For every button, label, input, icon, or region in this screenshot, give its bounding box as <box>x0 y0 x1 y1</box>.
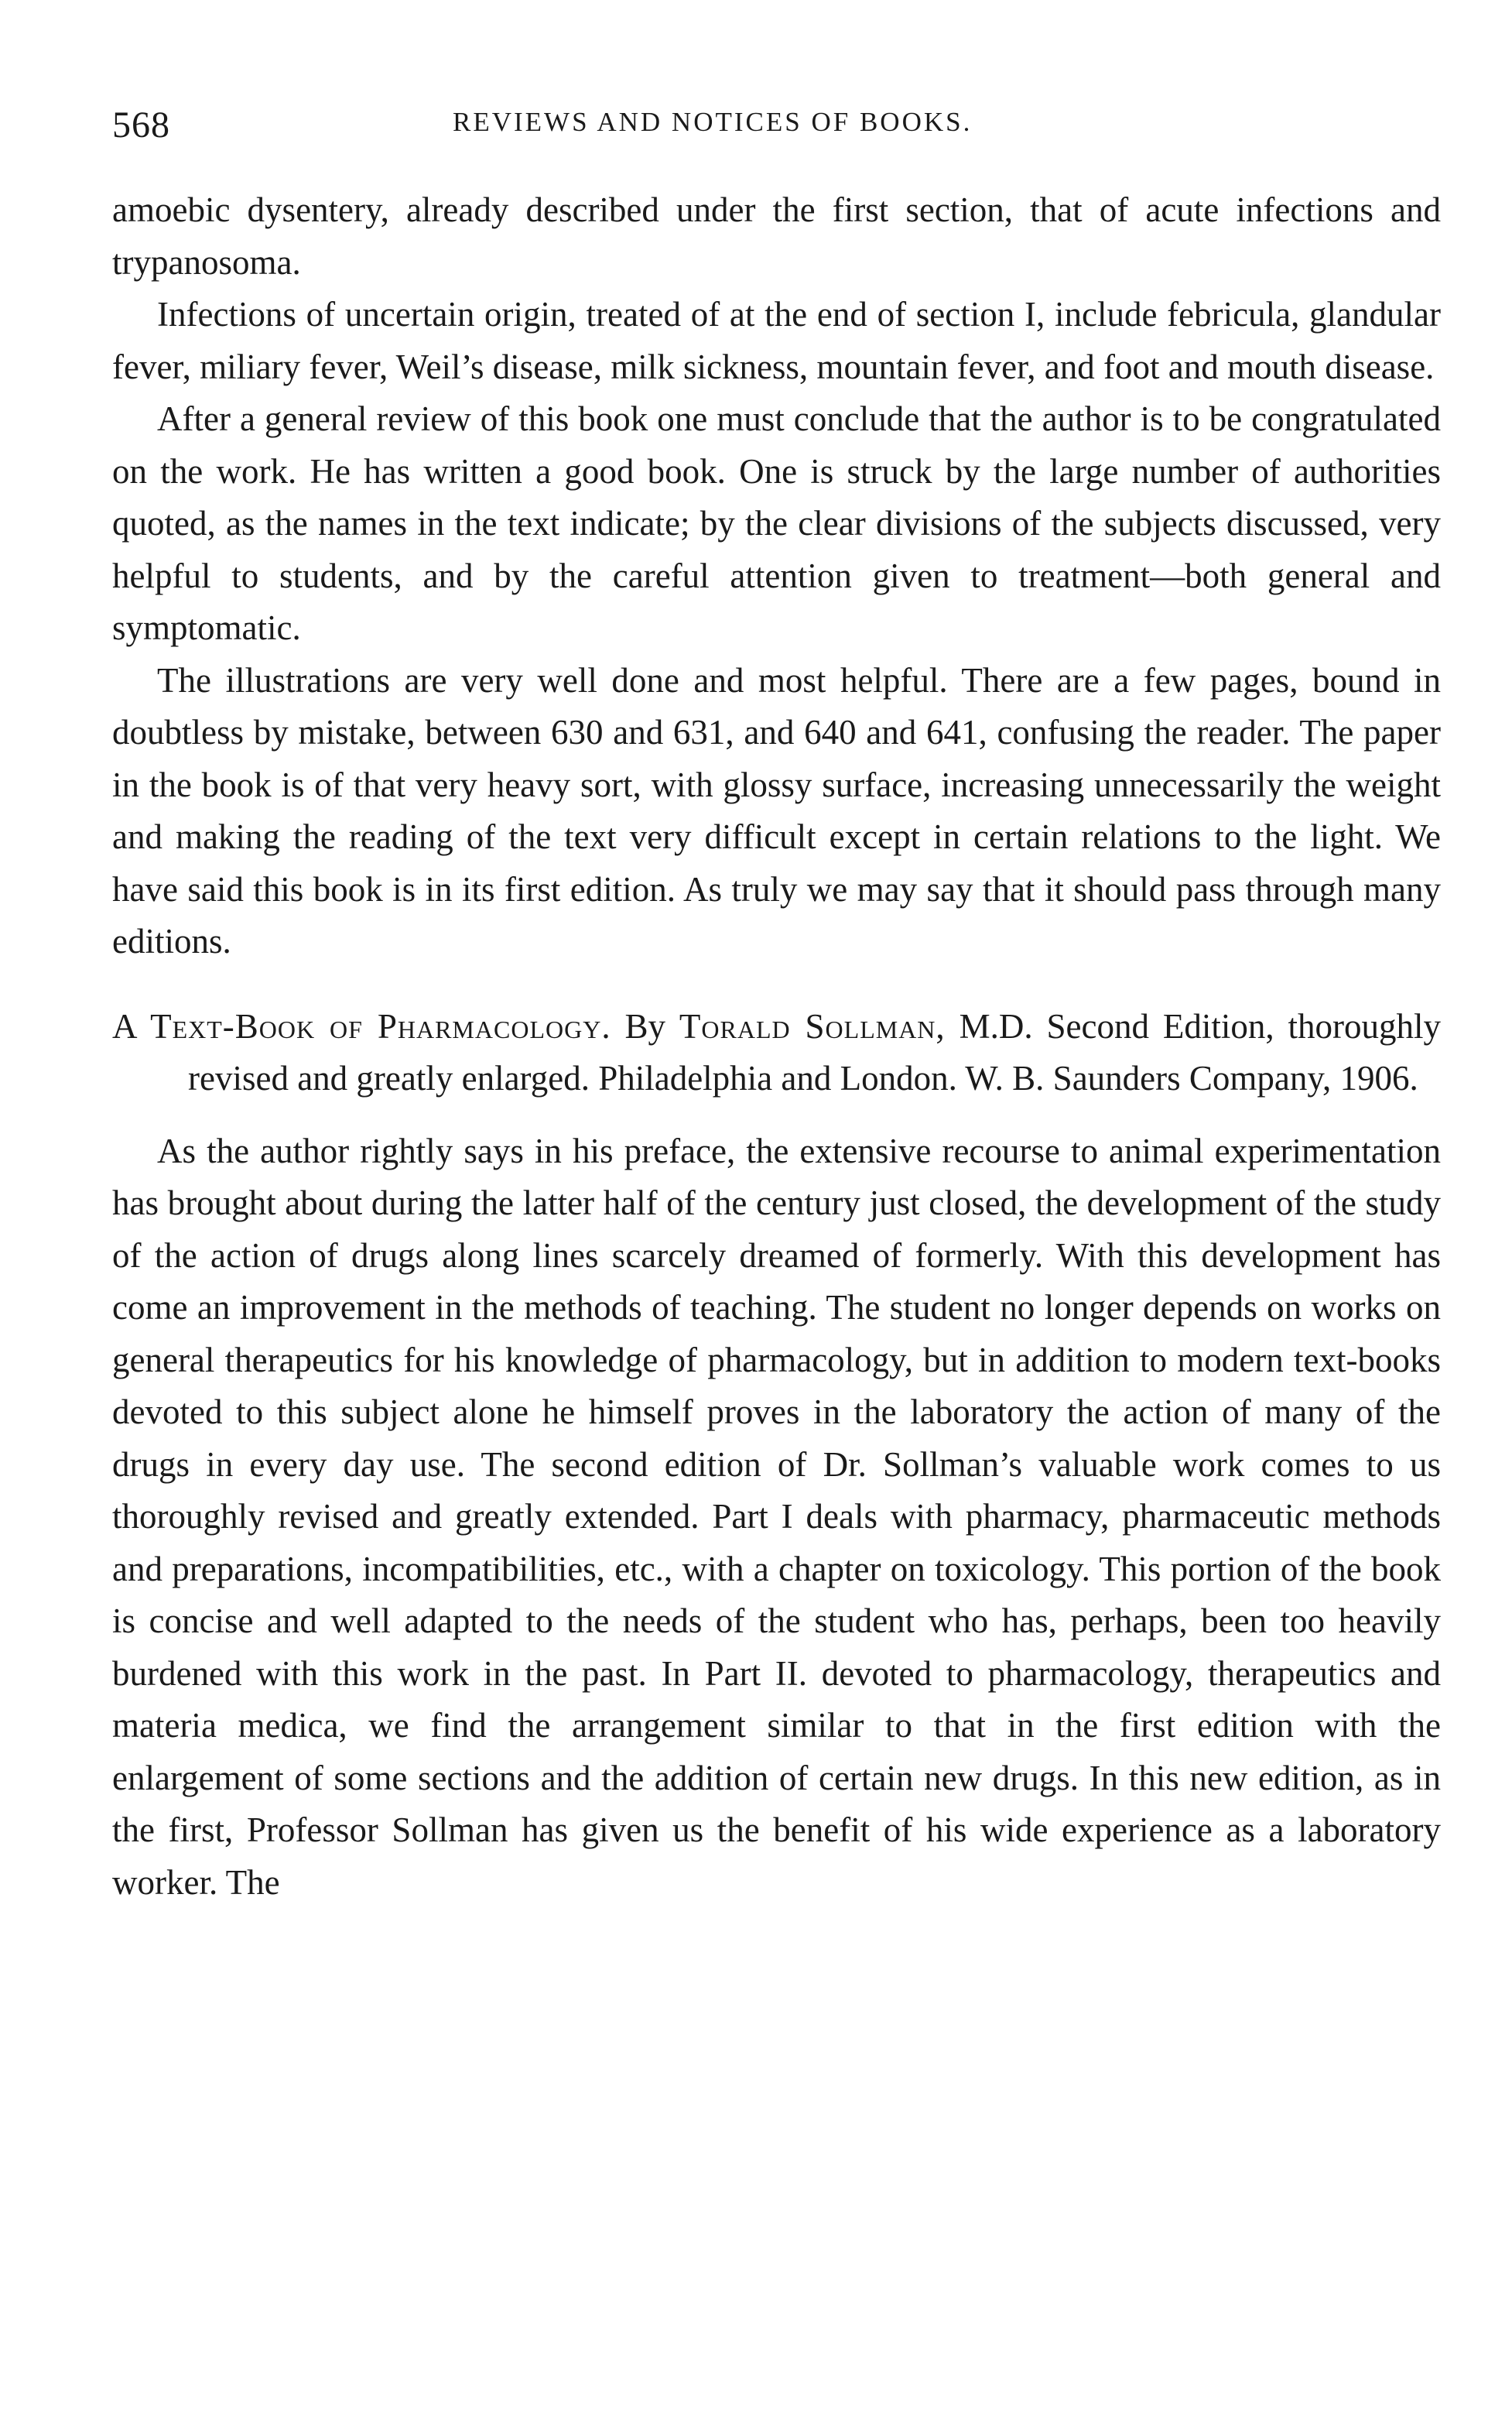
running-head <box>112 93 1441 144</box>
author-name: Torald Sollman, <box>679 1006 946 1046</box>
review-heading <box>112 1001 1441 1105</box>
book-title: A Text-Book of Pharmacology. <box>112 1006 611 1046</box>
continued-paragraph: amoebic dysentery, already described under the first section, that of acute infections and trypanosoma. <box>112 190 1441 282</box>
review-body: As the author rightly says in his preface, the extensive recourse to animal experimentation has brought about during the latter half of the century just closed, the development of the study of the action of drugs along lines scarcely dreamed of formerly. With this development has come an improvement in the methods of teaching. The student no longer depends on works on general therapeutics for his knowledge of pharmacology, but in addition to modern text-books devoted to this subject alone he himself proves in the laboratory the action of many of the drugs in every day use. The second edition of Dr. Sollman’s valuable work comes to us thoroughly revised and greatly extended. Part I deals with pharmacy, pharmaceutic methods and preparations, incompatibilities, etc., with a chapter on toxicology. This portion of the book is concise and well adapted to the needs of the student who has, perhaps, been too heavily burdened with this work in the past. In Part II. devoted to pharmacology, therapeutics and materia medica, we find the arrangement similar to that in the first edition with the enlargement of some sections and the addition of certain new drugs. In this new edition, as in the first, Professor Sollman has given us the benefit of his wide experience as a laboratory worker. The <box>112 1131 1441 1902</box>
paragraph-illustrations: The illustrations are very well done and most helpful. There are a few pages, bound in doubtless by mistake, between 630 and 631, and 640 and 641, confusing the reader. The paper in the book is of that very heavy sort, with glossy surface, increasing unnecessarily the weight and making the reading of the text very difficult except in certain relations to the light. We have said this book is in its first edition. As truly we may say that it should pass through many editions. <box>112 660 1441 961</box>
second-review <box>112 1125 1441 1910</box>
edition-details: Second Edition, thoroughly revised and greatly enlarged. Philadelphia and London. W. B. Saunders Company, 1906. <box>188 1006 1442 1098</box>
first-review <box>112 184 1441 968</box>
author-degree: M.D. <box>959 1006 1033 1046</box>
paragraph-infections: Infections of uncertain origin, treated of at the end of section I, include febricula, glandular fever, miliary fever, Weil’s disease, milk sickness, mountain fever, and foot and mouth disease. <box>112 295 1441 386</box>
by-word: By <box>624 1006 665 1046</box>
page-number: 568 <box>112 104 170 146</box>
running-head-title: REVIEWS AND NOTICES OF BOOKS. <box>453 107 973 137</box>
paragraph-general-review: After a general review of this book one must conclude that the author is to be congratulated on the work. He has written a good book. One is struck by the large number of authorities quoted, as the names in the text indicate; by the clear divisions of the subjects discussed, very helpful to students, and by the careful attention given to treatment—both general and symptomatic. <box>112 399 1441 647</box>
